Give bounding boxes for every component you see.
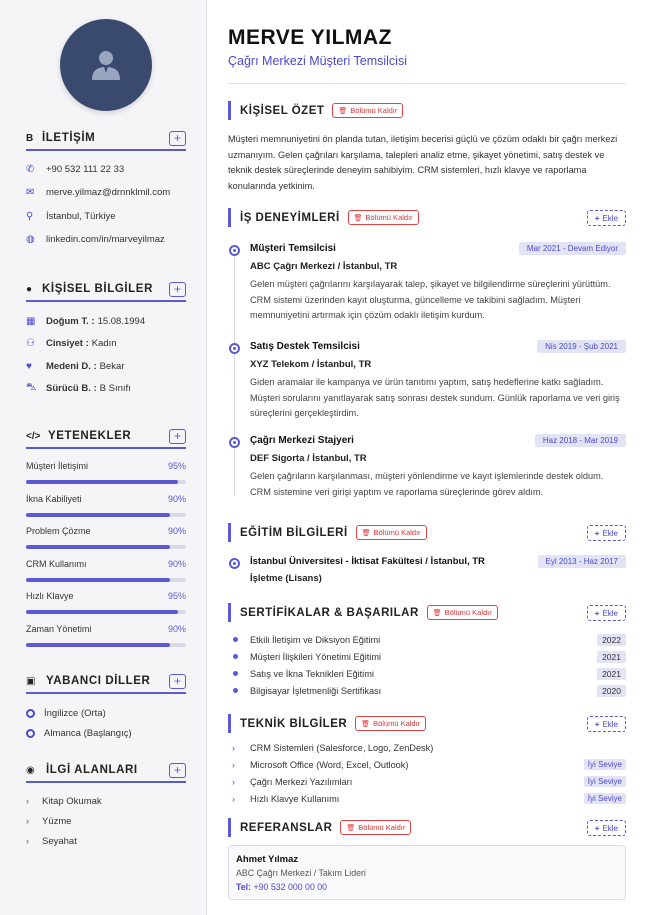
section-title: YABANCI DİLLER (46, 675, 151, 687)
plus-icon: + (594, 528, 600, 538)
skill-header (26, 559, 186, 569)
calendar-icon: ▦ (26, 315, 36, 327)
avatar[interactable] (60, 19, 152, 111)
experience-header (228, 208, 626, 227)
contact-email (26, 181, 186, 204)
technical-level: İyi Seviye (584, 776, 626, 787)
reference-name: Ahmet Yılmaz (236, 854, 299, 865)
job-date-badge: Haz 2018 - Mar 2019 (535, 434, 626, 447)
phone-icon: ✆ (26, 164, 35, 176)
chevron-right-icon: › (232, 793, 235, 804)
technical-level: İyi Seviye (584, 759, 626, 770)
info-label: Sürücü B. : (46, 383, 97, 395)
language-item (26, 703, 186, 723)
skill-bar (26, 513, 186, 517)
job-date-badge: Mar 2021 - Devam Ediyor (519, 242, 626, 255)
add-reference-button[interactable] (587, 820, 626, 836)
technical-item (228, 739, 626, 756)
skill-item (26, 457, 186, 490)
skill-item (26, 620, 186, 653)
technical-item (228, 756, 626, 773)
trash-icon: 🗑 (353, 214, 363, 222)
section-title: İŞ DENEYİMLERİ (240, 211, 340, 224)
skill-percent: 90% (167, 493, 186, 504)
section-title: EĞİTİM BİLGİLERİ (240, 526, 348, 539)
education-header (228, 523, 626, 542)
gender-icon: ⚇ (26, 338, 35, 350)
add-certificate-button[interactable] (587, 605, 626, 621)
job-company: ABC Çağrı Merkezi / İstanbul, TR (250, 261, 398, 272)
remove-section-button[interactable] (348, 210, 419, 225)
references-header (228, 818, 626, 837)
trash-icon: 🗑 (338, 107, 348, 115)
user-group-icon: ● (26, 283, 33, 295)
skill-bar-fill (26, 578, 170, 582)
add-contact-button[interactable]: + (169, 131, 186, 146)
info-label: Doğum T. : (46, 315, 95, 327)
interests-section (26, 763, 186, 851)
job-date-badge: Nis 2019 - Şub 2021 (537, 340, 626, 353)
education-school: İstanbul Üniversitesi - İktisat Fakültesi / İstanbul, TR (250, 556, 485, 567)
remove-section-button[interactable] (427, 605, 498, 620)
technical-item (228, 790, 626, 807)
timeline-dot-icon (229, 343, 240, 354)
interest-text: Kitap Okumak (42, 795, 102, 807)
certificate-year: 2022 (597, 634, 626, 646)
technical-name: Hızlı Klavye Kullanımı (250, 793, 340, 804)
personal-header (26, 282, 186, 302)
info-license (26, 378, 186, 401)
trash-icon: 🗑 (432, 609, 442, 617)
personal-section (26, 282, 186, 400)
chevron-right-icon: › (26, 796, 29, 806)
certificate-name: Müşteri İlişkileri Yönetimi Eğitimi (250, 651, 382, 662)
profile-title: Çağrı Merkezi Müşteri Temsilcisi (228, 54, 407, 68)
timeline-line (234, 248, 235, 496)
remove-label: Bölümü Kaldır (373, 719, 421, 728)
chevron-right-icon: › (232, 776, 235, 787)
experience-section (228, 208, 626, 227)
job-description: Gelen müşteri çağrılarını karşılayarak talep, şikayet ve bilgilendirme süreçlerini yürüttüm. CRM sistemi üzerinden kayıt oluşturma, güncelleme ve takibini sağladım. Müşteri memnuniyetini artırmak için çözüm odaklı iletişim kurdum. (250, 279, 611, 320)
skill-header (26, 461, 186, 471)
summary-section (228, 101, 626, 195)
certificate-item (228, 682, 626, 699)
radio-dot-icon (26, 709, 35, 718)
add-personal-button[interactable]: + (169, 282, 186, 297)
timeline-dot-icon (229, 245, 240, 256)
technical-name: Çağrı Merkezi Yazılımları (250, 776, 353, 787)
remove-label: Bölümü Kaldır (365, 213, 413, 222)
section-title: YETENEKLER (48, 430, 132, 442)
remove-section-button[interactable] (332, 103, 403, 118)
interest-text: Yüzme (42, 815, 72, 827)
mail-icon: ✉ (26, 187, 35, 199)
info-value: 15.08.1994 (97, 315, 146, 327)
add-label: Ekle (602, 528, 618, 538)
remove-label: Bölümü Kaldır (444, 608, 492, 617)
languages-section (26, 674, 186, 743)
phone-number: +90 532 000 00 00 (253, 882, 328, 892)
education-date-badge: Eyl 2013 - Haz 2017 (538, 555, 627, 568)
references-section (228, 818, 626, 837)
contact-text: İstanbul, Türkiye (46, 210, 116, 222)
certificate-name: Bilgisayar İşletmenliği Sertifikası (250, 685, 382, 696)
skill-name: CRM Kullanımı (26, 558, 87, 569)
remove-label: Bölümü Kaldır (358, 823, 406, 832)
bullet-icon (233, 688, 238, 693)
interest-item (26, 791, 186, 811)
certificates-header (228, 603, 626, 622)
technical-list (228, 739, 626, 807)
contact-section (26, 131, 186, 251)
skills-list (26, 457, 186, 652)
skill-name: İkna Kabiliyeti (26, 493, 82, 504)
add-technical-button[interactable] (587, 716, 626, 732)
user-icon (91, 49, 121, 81)
skill-percent: 90% (167, 558, 186, 569)
skill-bar (26, 545, 186, 549)
skills-section (26, 429, 186, 652)
timeline-dot-icon (229, 558, 240, 569)
skill-bar-fill (26, 643, 170, 647)
interest-item (26, 811, 186, 831)
add-label: Ekle (602, 823, 618, 833)
add-language-button[interactable]: + (169, 674, 186, 689)
skill-percent: 90% (167, 623, 186, 634)
section-title: TEKNİK BİLGİLER (240, 717, 348, 730)
certificate-item (228, 648, 626, 665)
job-company: XYZ Telekom / İstanbul, TR (250, 359, 372, 370)
languages-header (26, 674, 186, 694)
trash-icon: 🗑 (361, 529, 371, 537)
remove-section-button[interactable] (340, 820, 411, 835)
plus-icon: + (594, 608, 600, 618)
job-description: Giden aramalar ile kampanya ve ürün tanıtımı yaptım, satış hedeflerine katkı sağladım. Müşteri sorularını yanıtlayarak satış sonrası destek sundum. Günlük raporlama ve veri giriş süreçlerini gerçekleştirdim. (250, 377, 620, 418)
globe-icon: ◍ (26, 234, 35, 246)
contact-text: linkedin.com/in/marveyilmaz (46, 234, 165, 246)
info-label: Cinsiyet : (46, 338, 89, 350)
skill-header (26, 591, 186, 601)
remove-section-button[interactable] (356, 525, 427, 540)
add-label: Ekle (602, 719, 618, 729)
info-value: B Sınıfı (99, 383, 131, 395)
certificates-section (228, 603, 626, 699)
skill-bar-fill (26, 545, 170, 549)
job-title: Müşteri Temsilcisi (250, 243, 336, 254)
section-title: REFERANSLAR (240, 821, 333, 834)
reference-phone (236, 882, 618, 892)
target-icon: ◉ (26, 764, 35, 776)
skill-percent: 95% (167, 591, 186, 601)
job-description: Gelen çağrıların karşılanması, müşteri yönlendirme ve kayıt işlemlerinde destek oldum. CRM sistemine veri girişi yaptım ve raporlama süreçlerinde görev aldım. (250, 471, 604, 497)
section-title: SERTİFİKALAR & BAŞARILAR (240, 606, 419, 619)
contact-linkedin (26, 228, 186, 251)
interests-header (26, 763, 186, 783)
certificate-item (228, 631, 626, 648)
contact-phone (26, 158, 186, 181)
education-section (228, 523, 626, 542)
info-marital (26, 355, 186, 378)
skill-item (26, 522, 186, 555)
technical-header (228, 714, 626, 733)
profile-name: MERVE YILMAZ (228, 26, 392, 49)
remove-section-button[interactable] (355, 716, 426, 731)
job-title: Çağrı Merkezi Stajyeri (250, 435, 354, 446)
info-gender (26, 333, 186, 356)
bullet-icon (233, 654, 238, 659)
technical-item (228, 773, 626, 790)
technical-name: CRM Sistemleri (Salesforce, Logo, ZenDesk) (250, 742, 434, 753)
certificate-year: 2020 (597, 685, 626, 697)
add-skill-button[interactable]: + (169, 429, 186, 444)
skill-name: Zaman Yönetimi (26, 623, 92, 634)
car-icon: ⛍ (26, 382, 37, 394)
skill-item (26, 555, 186, 588)
contact-location (26, 205, 186, 228)
chevron-right-icon: › (232, 759, 235, 770)
certificates-list (228, 631, 626, 699)
info-value: Bekar (99, 360, 125, 372)
skill-percent: 90% (167, 526, 186, 536)
trash-icon: 🗑 (361, 720, 371, 728)
skill-bar-fill (26, 480, 178, 484)
language-item (26, 723, 186, 743)
certificate-year: 2021 (597, 668, 626, 680)
language-text: Almanca (Başlangıç) (44, 727, 132, 739)
code-icon: </> (26, 430, 41, 442)
info-label: Medeni D. : (46, 360, 97, 372)
education-degree: İşletme (Lisans) (250, 573, 322, 584)
contact-text: +90 532 111 22 33 (46, 164, 125, 176)
remove-label: Bölümü Kaldır (350, 106, 398, 115)
add-label: Ekle (602, 213, 618, 223)
skill-bar (26, 480, 186, 484)
phone-label: Tel: (236, 882, 251, 892)
skill-bar (26, 610, 186, 614)
skill-header (26, 526, 186, 536)
plus-icon: + (594, 823, 600, 833)
chevron-right-icon: › (26, 836, 29, 846)
section-title: KİŞİSEL ÖZET (240, 104, 325, 117)
skill-percent: 95% (167, 461, 186, 471)
add-experience-button[interactable] (587, 210, 626, 226)
skill-header (26, 494, 186, 504)
technical-section (228, 714, 626, 807)
remove-label: Bölümü Kaldır (373, 528, 421, 537)
contact-header (26, 131, 186, 151)
certificate-year: 2021 (597, 651, 626, 663)
reference-position: ABC Çağrı Merkezi / Takım Lideri (236, 868, 366, 878)
skill-bar-fill (26, 610, 178, 614)
skill-header (26, 624, 186, 634)
location-icon: ⚲ (26, 210, 34, 222)
language-icon: ▣ (26, 675, 36, 687)
skill-bar (26, 643, 186, 647)
header-divider (228, 83, 626, 84)
job-title: Satış Destek Temsilcisi (250, 341, 360, 352)
trash-icon: 🗑 (346, 824, 356, 832)
heart-icon: ♥ (26, 360, 32, 372)
skill-item (26, 490, 186, 523)
skill-name: Problem Çözme (26, 526, 91, 536)
info-birthdate (26, 310, 186, 333)
add-interest-button[interactable]: + (169, 763, 186, 778)
add-education-button[interactable] (587, 525, 626, 541)
skills-header (26, 429, 186, 449)
job-company: DEF Sigorta / İstanbul, TR (250, 453, 367, 464)
summary-text: Müşteri memnuniyetini ön planda tutan, iletişim becerisi güçlü ve çözüm odaklı bir çağrı merkezi uzmanıyım. Gelen çağrıları karşılama, talepleri analiz etme, şikayet yönetimi, satış destek ve teknik destek süreçlerinde deneyim sahibiyim. CRM sistemleri, hızlı klavye ve raporlama konularında yetkinim. (228, 134, 618, 192)
chevron-right-icon: › (232, 742, 235, 753)
interest-item (26, 831, 186, 851)
language-text: İngilizce (Orta) (44, 707, 106, 719)
certificate-name: Etkili İletişim ve Diksiyon Eğitimi (250, 634, 381, 645)
interest-text: Seyahat (42, 835, 77, 847)
reference-card (228, 845, 626, 900)
timeline-dot-icon (229, 437, 240, 448)
bullet-icon (233, 637, 238, 642)
certificate-name: Satış ve İkna Teknikleri Eğitimi (250, 668, 374, 679)
chevron-right-icon: › (26, 816, 29, 826)
bullet-icon (233, 671, 238, 676)
info-value: Kadın (91, 338, 117, 350)
skill-bar (26, 578, 186, 582)
technical-level: İyi Seviye (584, 793, 626, 804)
section-title: İLETİŞİM (42, 132, 96, 144)
certificate-item (228, 665, 626, 682)
section-title: KİŞİSEL BİLGİLER (42, 283, 153, 295)
skill-bar-fill (26, 513, 170, 517)
contact-card-icon: B (26, 132, 34, 144)
contact-text: merve.yilmaz@drnnklmil.com (46, 187, 171, 199)
technical-name: Microsoft Office (Word, Excel, Outlook) (250, 759, 409, 770)
section-title: İLGİ ALANLARI (46, 764, 138, 776)
skill-name: Müşteri İletişimi (26, 461, 89, 471)
summary-header (228, 101, 626, 120)
plus-icon: + (594, 213, 600, 223)
add-label: Ekle (602, 608, 618, 618)
plus-icon: + (594, 719, 600, 729)
skill-item (26, 587, 186, 620)
radio-dot-icon (26, 729, 35, 738)
skill-name: Hızlı Klavye (26, 591, 74, 601)
